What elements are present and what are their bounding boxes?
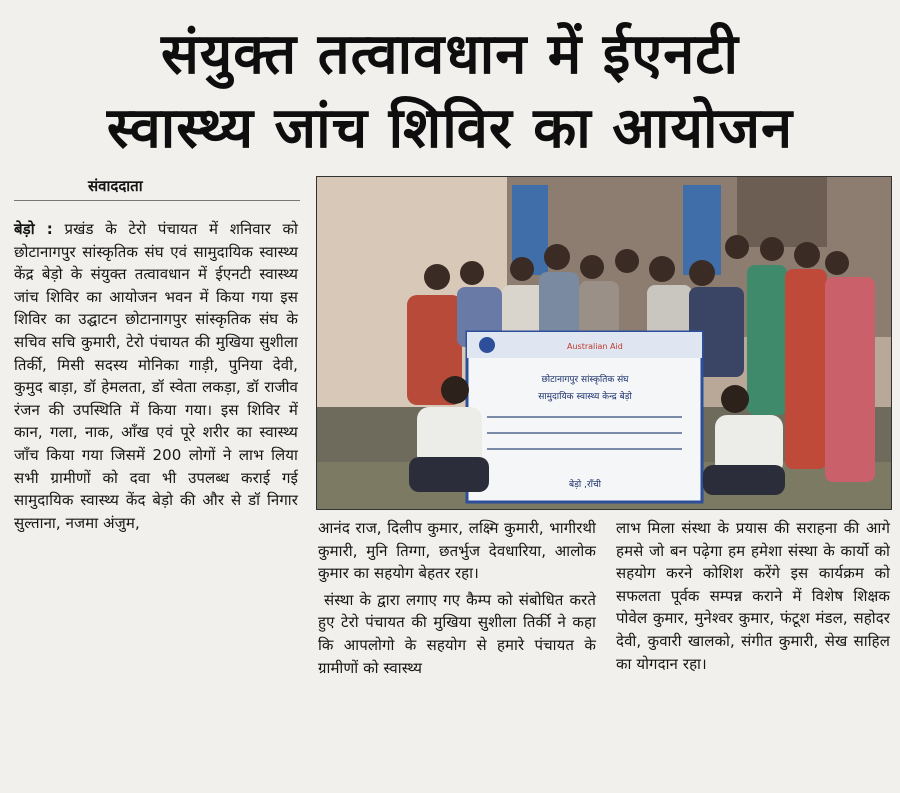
group-photo-illustration (317, 177, 891, 509)
article-column-2 (318, 517, 596, 679)
article-column-3 (616, 517, 890, 675)
headline-line-1: संयुक्त तत्वावधान में ईएनटी (160, 22, 740, 87)
banner-text-4: बेड़ो ,राँची (568, 480, 602, 490)
news-photo (316, 176, 892, 510)
byline: संवाददाता (88, 177, 143, 195)
article-text-2b: संस्था के द्वारा लगाए गए कैम्प को संबोधित करते हुए टेरो पंचायत की मुखिया सुशीला तिर्की ने कहा कि आपलोगो के सहयोग से हमारे पंचायत के ग्रामीणों को स्वास्थ्य (318, 590, 596, 677)
article-text-1: प्रखंड के टेरो पंचायत में शनिवार को छोटानागपुर सांस्कृतिक संघ एवं सामुदायिक स्वास्थ्य केंद्र बेड़ो के संयुक्त तत्वावधान में ईएनटी स्वास्थ्य जांच शिविर का आयोजन भवन में किया गया इस शिविर का उद्घाटन छोटानागपुर सांस्कृतिक संघ के सचिव सचि कुमारी, टेरो पंचायत की मुखिया सुशीला तिर्की, मिसी सदस्य मोनिका गाड़ी, पुनिया देवी, कुमुद बाड़ा, डॉ हेमलता, डॉ स्वेता लकड़ा, डॉ राजीव रंजन की उपस्थिति में किया गया। इस शिविर में कान, गला, नाक, आँख एवं पूरे शरीर का स्वास्थ्य जाँच किया गया जिसमें 200 लोगों ने लाभ लिया सभी ग्रामीणों को दवा भी उपलब्ध कराई गई सामुदायिक स्वास्थ्य केंद बेड़ो की और से डॉ निगार सुल्ताना, नजमा अंजुम, (14, 220, 298, 532)
dateline-place: बेड़ो : (14, 220, 53, 238)
headline-line-2: स्वास्थ्य जांच शिविर का आयोजन (106, 96, 794, 161)
banner-text-3: सामुदायिक स्वास्थ्य केन्द्र बेड़ो (538, 392, 632, 402)
article-text-3: लाभ मिला संस्था के प्रयास की सराहना की आगे हमसे जो बन पढ़ेगा हम हमेशा संस्था के कार्यो को सहयोग करने कोशिश करेंगे इस कार्यक्रम को सफलता पूर्वक सम्पन्न कराने में विशेष शिक्षक पोवेल कुमार, मुनेश्वर कुमार, फंटूश मंडल, सहोदर देवी, कुवारी खालको, संगीत कुमारी, सेख साहिल का योगदान रहा। (616, 519, 890, 673)
article-column-1 (14, 218, 298, 534)
banner-text-2: छोटानागपुर सांस्कृतिक संघ (541, 375, 629, 385)
banner-text-1: Australian Aid (567, 342, 623, 351)
headline (0, 18, 900, 166)
byline-rule (14, 200, 300, 201)
article-text-2a: आनंद राज, दिलीप कुमार, लक्ष्मि कुमारी, भागीरथी कुमारी, मुनि तिग्गा, छतर्भुज देवधारिया, आलोक कुमार का सहयोग बेहतर रहा। (318, 519, 596, 583)
